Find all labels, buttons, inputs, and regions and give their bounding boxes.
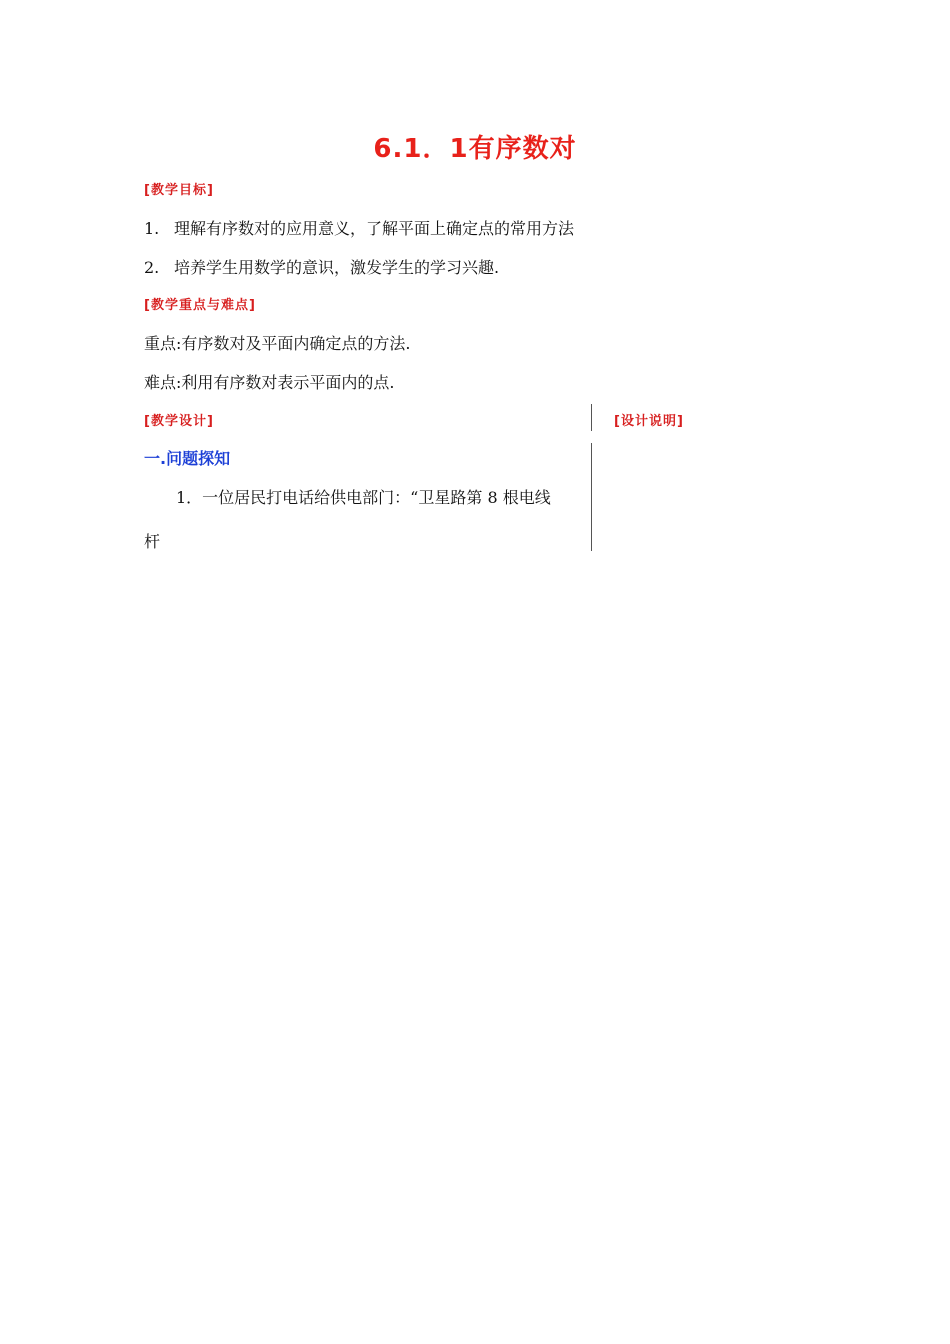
part1-item-line1: 1．一位居民打电话给供电部门：“卫星路第 8 根电线	[176, 488, 551, 507]
part1-item-line2: 杆	[144, 532, 161, 551]
page-title: 6.1．1有序数对	[373, 134, 577, 164]
keypoint-text: 重点:有序数对及平面内确定点的方法.	[144, 334, 411, 353]
objective-item-2-text: 培养学生用数学的意识，激发学生的学习兴趣.	[174, 258, 500, 277]
part1-heading: 一.问题探知	[144, 449, 231, 468]
column-divider-top	[591, 404, 592, 431]
objective-item-2-number: 2.	[144, 258, 160, 277]
objectives-heading: [教学目标]	[144, 183, 214, 198]
keypoints-heading: [教学重点与难点]	[144, 298, 256, 313]
objective-item-1-number: 1.	[144, 219, 160, 238]
difficulty-text: 难点:利用有序数对表示平面内的点.	[144, 373, 395, 392]
column-divider	[591, 443, 592, 551]
objective-item-2	[144, 255, 499, 278]
objective-item-1	[144, 216, 574, 239]
objective-item-1-text: 理解有序数对的应用意义，了解平面上确定点的常用方法	[174, 219, 575, 238]
design-note-heading: [设计说明]	[614, 414, 684, 429]
design-heading: [教学设计]	[144, 414, 214, 429]
